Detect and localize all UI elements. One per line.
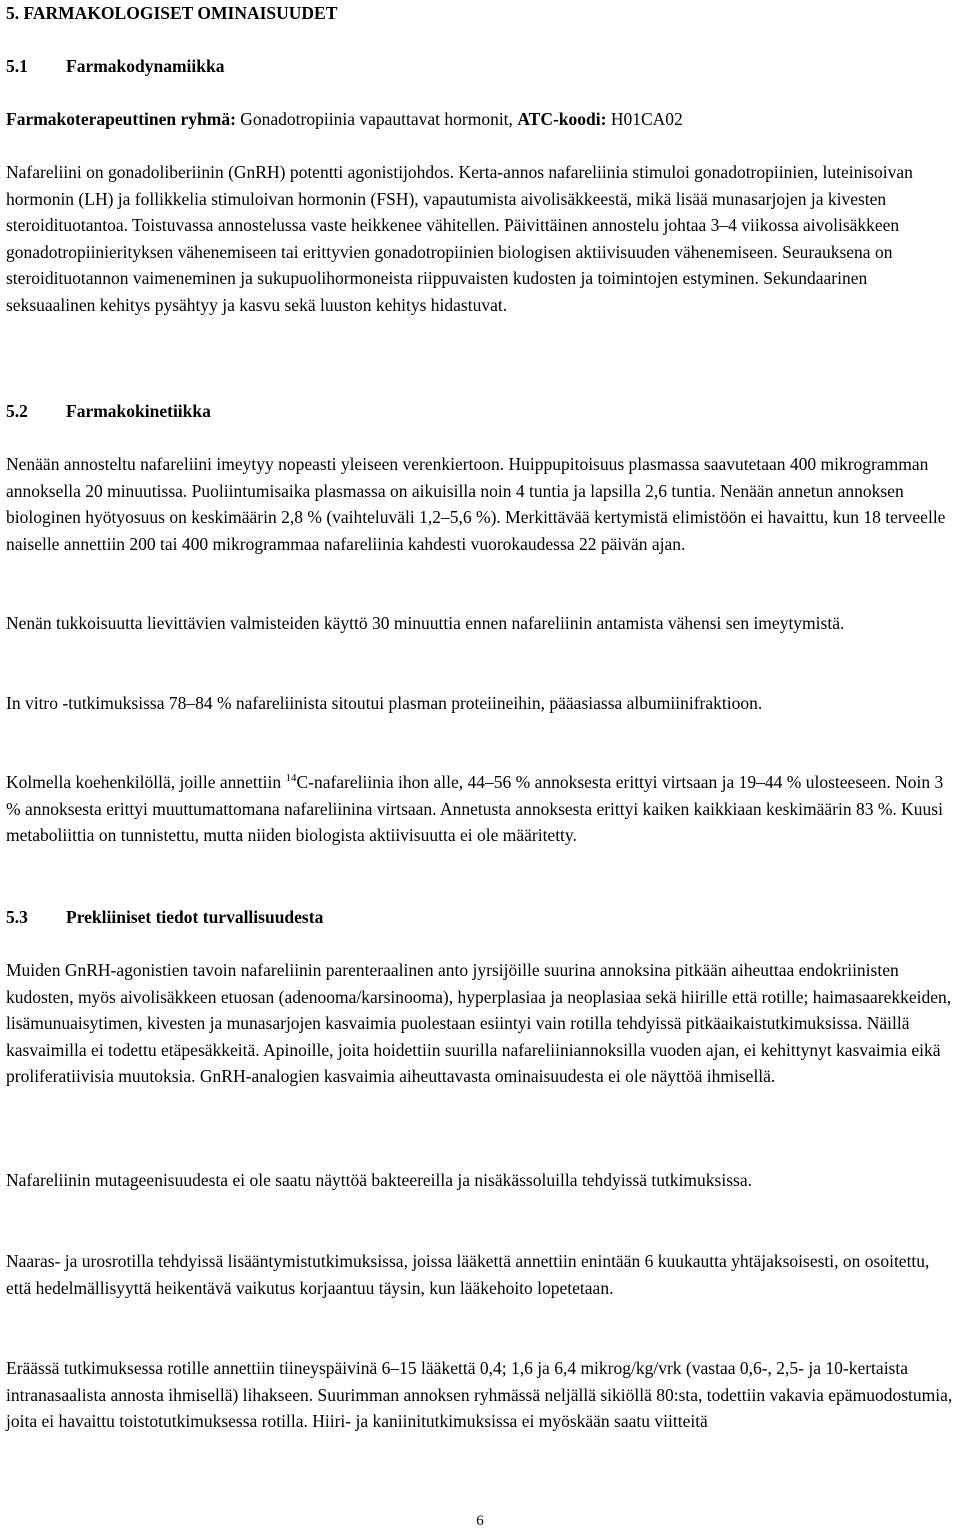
text-segment: Kolmella koehenkilöllä, joille annettiin [6,772,286,792]
section-title: FARMAKOLOGISET OMINAISUUDET [23,3,338,23]
section-number: 5.2 [6,401,28,421]
preclinical-paragraph-3: Naaras- ja urosrotilla tehdyissä lisääntymistutkimuksissa, joissa lääkettä annettiin enintään 6 kuukautta yhtäjaksoisesti, on osoitettu, että hedelmällisyyttä heikentävä vaikutus korjaantuu täysin, kun lääkehoito lopetetaan. [6,1251,930,1298]
pharmacokinetics-paragraph-1: Nenään annosteltu nafareliini imeytyy nopeasti yleiseen verenkiertoon. Huippupitoisuus plasmassa saavutetaan 400 mikrogramman annoksella 20 minuutissa. Puoliintumisaika plasmassa on aikuisilla noin 4 tuntia ja lapsilla 2,6 tuntia. Nenään annetun annoksen biologinen hyötyosuus on keskimäärin 2,8 % (vaihteluväli 1,2–5,6 %). Merkittävää kertymistä elimistöön ei havaittu, kun 18 terveelle naiselle annettiin 200 tai 400 mikrogrammaa nafareliinia kahdesti vuorokaudessa 22 päivän ajan. [6,454,946,554]
section-5-3-heading [6,904,323,931]
isotope-superscript: 14 [285,772,297,784]
text-segment: C-nafareliinia ihon alle, 44–56 % annoksesta erittyi virtsaan ja 19–44 % ulosteeseen. Noin 3 % annoksesta erittyi muuttumattomana nafareliinina virtsaan. Annetusta annoksesta erittyi kaiken kaikkiaan keskimäärin 83 %. Kuusi metaboliittia on tunnistettu, mutta niiden biologista aktiivisuutta ei ole määritetty. [6,772,944,846]
section-5-heading [6,0,337,27]
atc-code-label: ATC-koodi: [517,109,607,129]
section-title: Farmakokinetiikka [66,401,211,421]
therapeutic-group-label: Farmakoterapeuttinen ryhmä: [6,109,236,129]
section-5-2-heading [6,398,211,425]
section-number: 5. [6,3,20,23]
therapeutic-group-line [6,106,954,133]
section-title: Farmakodynamiikka [66,56,225,76]
section-title: Prekliiniset tiedot turvallisuudesta [66,907,324,927]
pharmacodynamics-paragraph: Nafareliini on gonadoliberiinin (GnRH) potentti agonistijohdos. Kerta-annos nafareliinia stimuloi gonadotropiinien, luteinisoivan hormonin (LH) ja follikkelia stimuloivan hormonin (FSH), vapautumista aivolisäkkeestä, mikä lisää munasarjojen ja kivesten steroidituotantoa. Toistuvassa annostelussa vaste heikkenee vähitellen. Päivittäinen annostelu johtaa 3–4 viikossa aivolisäkkeen gonadotropiinierityksen vähenemiseen tai erittyvien gonadotropiinien biologisen aktiivisuuden vähenemiseen. Seurauksena on steroidituotannon vaimeneminen ja sukupuolihormoneista riippuvaisten kudosten ja toimintojen estyminen. Sekundaarinen seksuaalinen kehitys pysähtyy ja kasvu sekä luuston kehitys hidastuvat. [6,162,913,315]
section-5-1-heading [6,53,225,80]
section-number: 5.1 [6,56,28,76]
preclinical-paragraph-2: Nafareliinin mutageenisuudesta ei ole saatu näyttöä bakteereilla ja nisäkässoluilla tehdyissä tutkimuksissa. [6,1170,752,1190]
pharmacokinetics-paragraph-4 [6,769,954,849]
page-number: 6 [476,1513,484,1529]
pharmacokinetics-paragraph-2: Nenän tukkoisuutta lievittävien valmisteiden käyttö 30 minuuttia ennen nafareliinin antamista vähensi sen imeytymistä. [6,613,845,633]
preclinical-paragraph-1: Muiden GnRH-agonistien tavoin nafareliinin parenteraalinen anto jyrsijöille suurina annoksina pitkään aiheuttaa endokriinisten kudosten, myös aivolisäkkeen etuosan (adenooma/karsinooma), hyperplasiaa ja neoplasiaa sekä hiirille että rotille; haimasaarekkeiden, lisämunuaisytimen, kivesten ja munasarjojen kasvaimia puolestaan esiintyi vain rotilla tehdyissä pitkäaikaistutkimuksissa. Näillä kasvaimilla ei todettu etäpesäkkeitä. Apinoille, joita hoidettiin suurilla nafareliiniannoksilla vuoden ajan, ei kehittynyt kasvaimia eikä proliferatiivisia muutoksia. GnRH-analogien kasvaimia aiheuttavasta ominaisuudesta ei ole näyttöä ihmisellä. [6,960,952,1087]
atc-code-value: H01CA02 [606,109,683,129]
preclinical-paragraph-4: Eräässä tutkimuksessa rotille annettiin tiineyspäivinä 6–15 lääkettä 0,4; 1,6 ja 6,4 mikrog/kg/vrk (vastaa 0,6-, 2,5- ja 10-kertaista intranasaalista annosta ihmisellä) lihakseen. Suurimman annoksen ryhmässä neljällä sikiöllä 80:sta, todettiin vakavia epämuodostumia, joita ei havaittu toistotutkimuksessa rotilla. Hiiri- ja kaniinitutkimuksissa ei myöskään saatu viitteitä [6,1358,953,1432]
therapeutic-group-value: Gonadotropiinia vapauttavat hormonit, [235,109,518,129]
pharmacokinetics-paragraph-3: In vitro -tutkimuksissa 78–84 % nafareliinista sitoutui plasman proteiineihin, pääasiassa albumiinifraktioon. [6,693,763,713]
section-number: 5.3 [6,907,28,927]
